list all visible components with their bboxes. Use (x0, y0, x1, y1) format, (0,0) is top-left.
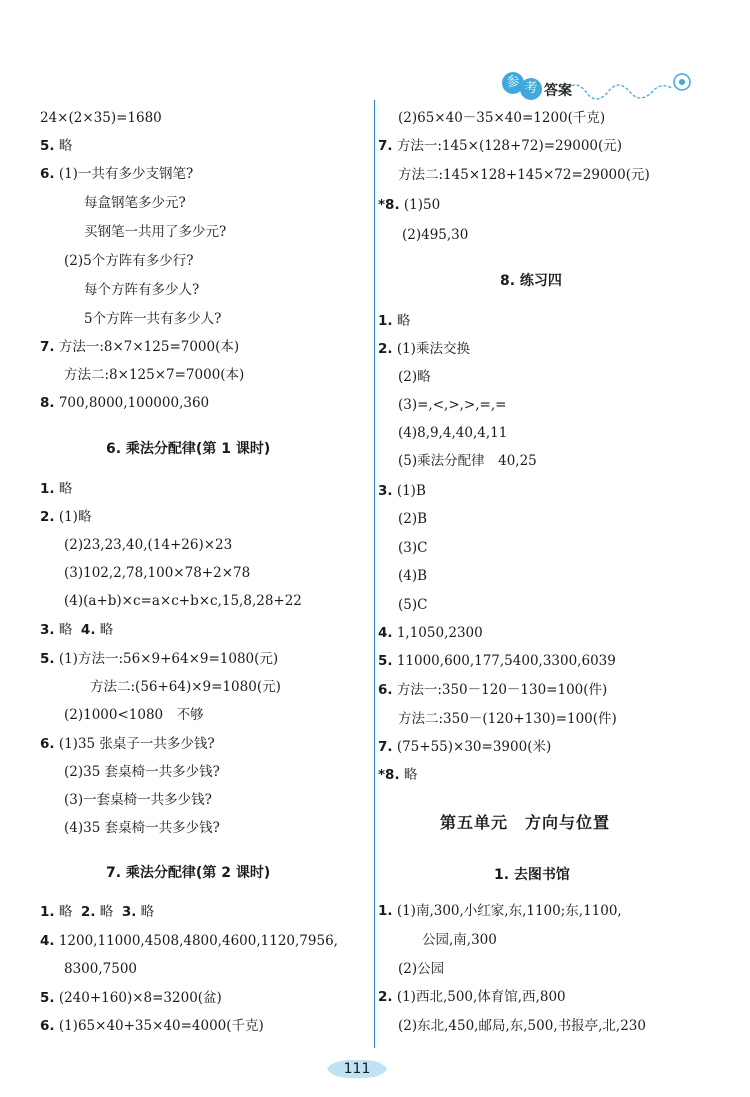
logo-char-1: 参 (502, 72, 524, 94)
answer-line: (2)35 套桌椅一共多少钱? (64, 764, 220, 780)
item-number: 1. (378, 313, 393, 329)
item-number: 5. (40, 138, 55, 154)
column-divider (374, 100, 375, 1048)
item-number: *8. (378, 767, 400, 783)
item-number: 5. (40, 651, 55, 667)
item-number: 5. (378, 653, 393, 669)
answer-item (40, 165, 193, 183)
answer-line: (2)东北,450,邮局,东,500,书报亭,北,230 (398, 1018, 646, 1034)
answer-line: 每个方阵有多少人? (84, 282, 200, 298)
answer-line: (2)23,23,40,(14+26)×23 (64, 537, 233, 553)
item-text: (75+55)×30=3900(米) (396, 739, 552, 755)
section-heading: 7. 乘法分配律(第 2 课时) (106, 865, 271, 881)
item-number: 6. (378, 682, 393, 698)
item-number: 3. (121, 904, 137, 920)
item-text: 方法一:350－120－130=100(件) (396, 682, 608, 698)
answer-item (40, 650, 278, 668)
item-number: 1. (40, 904, 55, 920)
answer-item (378, 340, 470, 358)
item-text: 略 (403, 767, 418, 783)
unit-heading: 第五单元 方向与位置 (440, 813, 611, 832)
answer-line: 方法二:8×125×7=7000(本) (64, 367, 245, 383)
item-text: 1,1050,2300 (396, 625, 483, 641)
item-text: 方法一:145×(128+72)=29000(元) (396, 138, 623, 154)
answer-logo (494, 70, 694, 104)
answer-line: (2)5个方阵有多少行? (64, 253, 194, 269)
item-text: (1)西北,500,体育馆,西,800 (396, 989, 566, 1005)
answer-line: (2)公园 (398, 961, 445, 977)
answer-item (40, 989, 222, 1007)
answer-line: (4)(a+b)×c=a×c+b×c,15,8,28+22 (64, 593, 302, 609)
item-text: 略 (58, 622, 73, 638)
item-number: 6. (40, 1018, 55, 1034)
item-text: (1)南,300,小红家,东,1100;东,1100, (396, 903, 622, 919)
item-text: (1)35 张桌子一共多少钱? (58, 736, 215, 752)
answer-line: (5)乘法分配律 40,25 (398, 453, 537, 469)
item-number: 7. (40, 339, 55, 355)
item-text: 1200,11000,4508,4800,4600,1120,7956, (58, 933, 338, 949)
answer-item (40, 394, 209, 412)
item-number: 5. (40, 990, 55, 1006)
answer-item (40, 621, 113, 639)
item-number: *8. (378, 197, 400, 213)
answer-line: 24×(2×35)=1680 (40, 110, 162, 126)
item-number: 4. (40, 933, 55, 949)
item-number: 1. (378, 903, 393, 919)
answer-item (40, 508, 91, 526)
item-text: 略 (58, 904, 73, 920)
item-number: 6. (40, 166, 55, 182)
answer-line: 方法二:350－(120+130)=100(件) (398, 711, 617, 727)
item-number: 2. (378, 341, 393, 357)
answer-item (378, 766, 417, 784)
item-text: 11000,600,177,5400,3300,6039 (396, 653, 616, 669)
answer-line: 5个方阵一共有多少人? (84, 311, 222, 327)
answer-item (378, 902, 622, 920)
answer-line: 方法二:(56+64)×9=1080(元) (90, 679, 281, 695)
logo-text: 答案 (544, 83, 572, 99)
item-number: 4. (378, 625, 393, 641)
answer-item (378, 738, 551, 756)
logo-char-2: 考 (520, 78, 542, 100)
item-text: (1)乘法交换 (396, 341, 470, 357)
answer-item (40, 137, 72, 155)
item-number: 2. (378, 989, 393, 1005)
item-text: 方法一:8×7×125=7000(本) (58, 339, 240, 355)
item-number: 7. (378, 138, 393, 154)
answer-line: 买钢笔一共用了多少元? (84, 224, 227, 240)
item-number: 6. (40, 736, 55, 752)
answer-item (40, 338, 239, 356)
item-number: 4. (80, 622, 96, 638)
answer-item (378, 624, 483, 642)
answer-line: 方法二:145×128+145×72=29000(元) (398, 167, 650, 183)
answer-line: (2)B (398, 511, 428, 527)
item-text: (1)略 (58, 509, 92, 525)
answer-line: (2)65×40－35×40=1200(千克) (398, 110, 606, 126)
answer-line: (3)C (398, 540, 428, 556)
item-number: 2. (40, 509, 55, 525)
answer-line: 8300,7500 (64, 961, 138, 977)
answer-line: (4)35 套桌椅一共多少钱? (64, 820, 220, 836)
answer-item (40, 932, 338, 950)
answer-item (378, 137, 622, 155)
answer-item (378, 681, 607, 699)
item-text: (1)B (396, 483, 426, 499)
answer-line: (4)B (398, 568, 428, 584)
page-number: 111 (343, 1061, 371, 1077)
answer-line: (3)一套桌椅一共多少钱? (64, 792, 212, 808)
answer-line: (2)略 (398, 369, 431, 385)
item-text: (1)一共有多少支钢笔? (58, 166, 194, 182)
item-number: 8. (40, 395, 55, 411)
section-heading: 6. 乘法分配律(第 1 课时) (106, 441, 271, 457)
item-text: (1)50 (403, 197, 441, 213)
item-number: 3. (40, 622, 55, 638)
answer-item (378, 988, 566, 1006)
item-text: 略 (58, 138, 73, 154)
answer-item (40, 480, 72, 498)
answer-line: 每盒钢笔多少元? (84, 195, 186, 211)
answer-line: (4)8,9,4,40,4,11 (398, 425, 508, 441)
item-text: 略 (140, 904, 155, 920)
answer-line: (5)C (398, 597, 428, 613)
answer-line: (2)1000<1080 不够 (64, 707, 204, 723)
section-heading: 1. 去图书馆 (494, 867, 570, 883)
item-number: 7. (378, 739, 393, 755)
answer-line: (2)495,30 (402, 227, 469, 243)
section-heading: 8. 练习四 (500, 273, 562, 289)
answer-line: (3)=,<,>,>,=,= (398, 397, 507, 413)
item-text: 略 (396, 313, 411, 329)
answer-item (40, 735, 215, 753)
answer-item (378, 312, 410, 330)
item-text: 略 (99, 622, 114, 638)
item-text: 略 (58, 481, 73, 497)
item-text: (1)方法一:56×9+64×9=1080(元) (58, 651, 279, 667)
item-text: (240+160)×8=3200(盆) (58, 990, 222, 1006)
answer-item (40, 903, 154, 921)
item-text: 略 (99, 904, 114, 920)
item-text: (1)65×40+35×40=4000(千克) (58, 1018, 264, 1034)
answer-item (378, 482, 426, 500)
answer-item (378, 652, 616, 670)
answer-line: (3)102,2,78,100×78+2×78 (64, 565, 251, 581)
answer-line: 公园,南,300 (422, 932, 497, 948)
item-text: 700,8000,100000,360 (58, 395, 210, 411)
item-number: 3. (378, 483, 393, 499)
answer-item (378, 196, 440, 214)
answer-item (40, 1017, 264, 1035)
item-number: 1. (40, 481, 55, 497)
item-number: 2. (80, 904, 96, 920)
page-number-badge (323, 1058, 391, 1080)
